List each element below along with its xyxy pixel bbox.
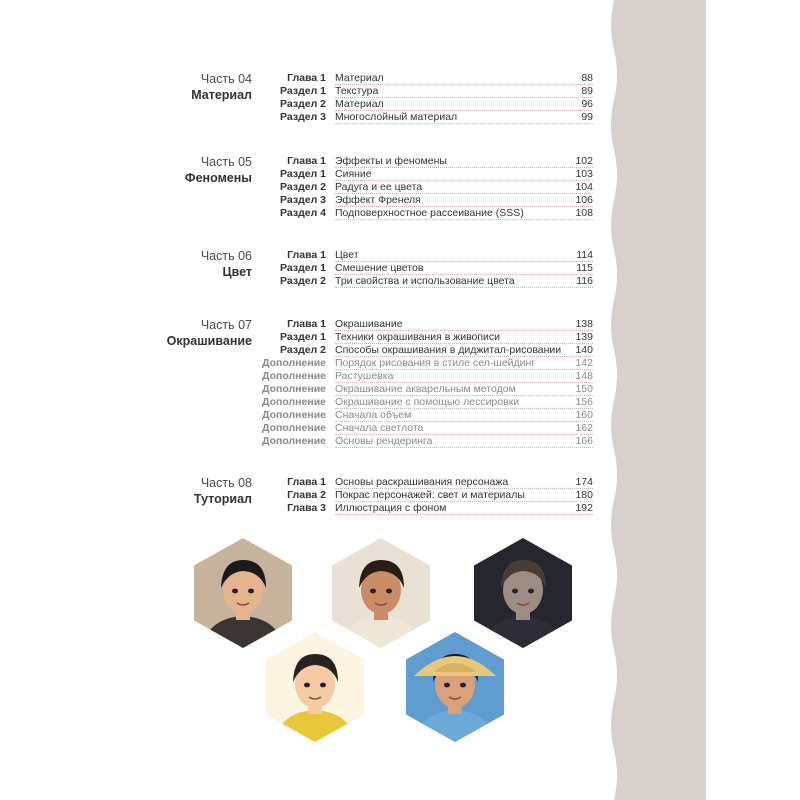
entry-title: Материал (335, 98, 384, 110)
part-heading (140, 72, 252, 104)
entry-page-number: 156 (575, 396, 593, 408)
toc-entry (258, 207, 593, 220)
entry-label: Раздел 2 (280, 275, 326, 287)
entry-label: Глава 1 (287, 72, 326, 84)
cheerful-girl-illustration-art (266, 632, 364, 742)
entry-label: Дополнение (261, 396, 326, 408)
entry-label: Раздел 1 (280, 85, 326, 97)
entry-title: Эффект Френеля (335, 194, 421, 206)
entry-page-number: 108 (575, 207, 593, 219)
entry-title: Сначала объем (335, 409, 412, 421)
entry-page-number: 99 (581, 111, 593, 123)
entry-page-number: 104 (575, 181, 593, 193)
entry-label: Дополнение (261, 357, 326, 369)
part-title: Феномены (184, 171, 252, 185)
toc-entry-list (258, 318, 593, 448)
entry-page-number: 106 (575, 194, 593, 206)
entry-label: Раздел 3 (280, 194, 326, 206)
part-title: Материал (191, 88, 252, 102)
entry-label: Дополнение (261, 409, 326, 421)
toc-entry (258, 155, 593, 168)
toc-entry (258, 383, 593, 396)
entry-title: Окрашивание с помощью лессировки (335, 396, 520, 408)
part-number: Часть 06 (200, 249, 252, 263)
entry-title: Цвет (335, 249, 359, 261)
entry-page-number: 103 (575, 168, 593, 180)
entry-title: Подповерхностное рассеивание (SSS) (335, 207, 524, 219)
entry-label: Глава 1 (287, 476, 326, 488)
part-heading (140, 155, 252, 187)
part-title: Окрашивание (166, 334, 252, 348)
woman-portrait-illustration (332, 538, 430, 648)
entry-page-number: 139 (575, 331, 593, 343)
entry-title: Порядок рисования в стиле сел-шейдинг (335, 357, 536, 369)
entry-page-number: 192 (575, 502, 593, 514)
entry-page-number: 102 (575, 155, 593, 167)
toc-entry (258, 194, 593, 207)
entry-title: Эффекты и феномены (335, 155, 447, 167)
entry-page-number: 96 (581, 98, 593, 110)
entry-label: Раздел 2 (280, 344, 326, 356)
entry-page-number: 116 (576, 275, 593, 287)
toc-entry (258, 275, 593, 288)
entry-title: Смешение цветов (335, 262, 424, 274)
toc-entry (258, 249, 593, 262)
entry-label: Раздел 1 (280, 262, 326, 274)
night-girl-illustration-art (474, 538, 572, 648)
entry-title: Радуга и ее цвета (335, 181, 423, 193)
entry-title: Сначала светлота (335, 422, 424, 434)
part-number: Часть 08 (200, 476, 252, 490)
entry-label: Глава 1 (287, 249, 326, 261)
entry-title: Три свойства и использование цвета (335, 275, 515, 287)
entry-label: Раздел 3 (280, 111, 326, 123)
toc-entry-list (258, 249, 593, 288)
toc-entry (258, 435, 593, 448)
entry-page-number: 162 (575, 422, 593, 434)
entry-title: Способы окрашивания в диджитал-рисовании (335, 344, 562, 356)
entry-title: Сияние (335, 168, 372, 180)
part-title: Туториал (193, 492, 252, 506)
entry-page-number: 115 (576, 262, 593, 274)
entry-page-number: 180 (575, 489, 593, 501)
man-straw-hat-illustration-art (406, 632, 504, 742)
cheerful-girl-illustration (266, 632, 364, 742)
toc-entry (258, 98, 593, 111)
man-straw-hat-illustration (406, 632, 504, 742)
toc-entry (258, 262, 593, 275)
entry-title: Текстура (335, 85, 379, 97)
entry-title: Материал (335, 72, 384, 84)
entry-page-number: 150 (575, 383, 593, 395)
toc-entry (258, 409, 593, 422)
entry-page-number: 148 (575, 370, 593, 382)
toc-entry (258, 318, 593, 331)
entry-page-number: 160 (575, 409, 593, 421)
entry-title: Многослойный материал (335, 111, 458, 123)
entry-page-number: 140 (575, 344, 593, 356)
entry-title: Окрашивание (335, 318, 403, 330)
entry-title: Покрас персонажей: свет и материалы (335, 489, 525, 501)
entry-page-number: 142 (575, 357, 593, 369)
toc-entry (258, 72, 593, 85)
part-heading (140, 318, 252, 350)
entry-label: Глава 1 (287, 318, 326, 330)
toc-entry (258, 502, 593, 515)
toc-entry-list (258, 476, 593, 515)
toc-entry (258, 344, 593, 357)
night-girl-illustration (474, 538, 572, 648)
part-title: Цвет (222, 265, 252, 279)
entry-page-number: 114 (576, 249, 593, 261)
entry-page-number: 88 (581, 72, 593, 84)
part-number: Часть 05 (200, 155, 252, 169)
entry-label: Дополнение (261, 383, 326, 395)
entry-label: Дополнение (261, 422, 326, 434)
part-heading (140, 249, 252, 281)
entry-label: Раздел 1 (280, 331, 326, 343)
part-heading (140, 476, 252, 508)
book-spine-shadow (618, 0, 706, 800)
toc-entry (258, 181, 593, 194)
toc-entry (258, 85, 593, 98)
toc-entry (258, 476, 593, 489)
toc-entry (258, 396, 593, 409)
entry-label: Дополнение (261, 370, 326, 382)
entry-label: Раздел 2 (280, 181, 326, 193)
entry-title: Основы раскрашивания персонажа (335, 476, 509, 488)
toc-entry-list (258, 72, 593, 124)
toc-entry (258, 370, 593, 383)
entry-page-number: 138 (575, 318, 593, 330)
entry-page-number: 89 (581, 85, 593, 97)
entry-title: Основы рендеринга (335, 435, 433, 447)
toc-entry (258, 168, 593, 181)
toc-entry (258, 357, 593, 370)
entry-label: Раздел 2 (280, 98, 326, 110)
entry-label: Дополнение (261, 435, 326, 447)
entry-title: Иллюстрация с фоном (335, 502, 447, 514)
woman-portrait-illustration-art (332, 538, 430, 648)
entry-title: Окрашивание акварельным методом (335, 383, 516, 395)
entry-label: Глава 3 (287, 502, 326, 514)
entry-label: Глава 1 (287, 155, 326, 167)
toc-entry (258, 111, 593, 124)
entry-page-number: 174 (575, 476, 593, 488)
entry-label: Глава 2 (287, 489, 326, 501)
part-number: Часть 04 (200, 72, 252, 86)
toc-entry (258, 489, 593, 502)
entry-page-number: 166 (575, 435, 593, 447)
entry-title: Растушевка (335, 370, 394, 382)
toc-entry (258, 422, 593, 435)
entry-title: Техники окрашивания в живописи (335, 331, 501, 343)
toc-entry (258, 331, 593, 344)
entry-label: Раздел 1 (280, 168, 326, 180)
entry-label: Раздел 4 (280, 207, 326, 219)
part-number: Часть 07 (200, 318, 252, 332)
toc-entry-list (258, 155, 593, 220)
man-portrait-illustration (194, 538, 292, 648)
man-portrait-illustration-art (194, 538, 292, 648)
character-illustrations (180, 530, 600, 750)
